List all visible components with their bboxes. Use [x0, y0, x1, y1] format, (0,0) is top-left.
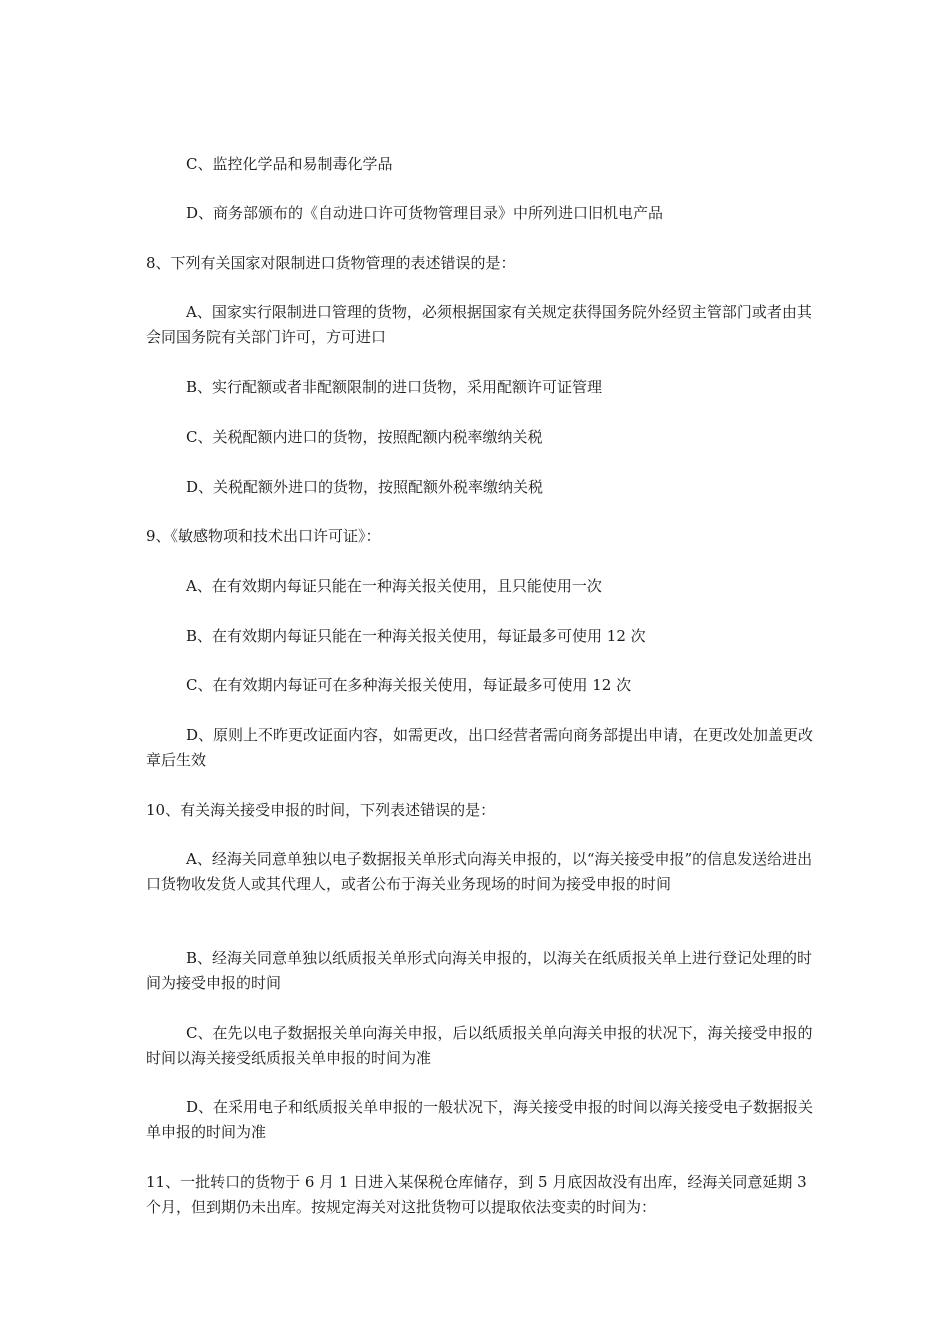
option-9d: D、原则上不昨更改证面内容，如需更改，出口经营者需向商务部提出申请，在更改处加盖更改章后生效 — [146, 726, 814, 769]
option-8d: D、关税配额外进口的货物，按照配额外税率缴纳关税 — [186, 478, 544, 496]
question-9: 9、《敏感物项和技术出口许可证》： — [146, 527, 381, 545]
option-10a: A、经海关同意单独以电子数据报关单形式向海关申报的，以“海关接受申报”的信息发送给进出口货物收发货人或其代理人，或者公布于海关业务现场的时间为接受申报的时间 — [146, 850, 813, 893]
option-8a: A、国家实行限制进口管理的货物，必须根据国家有关规定获得国务院外经贸主管部门或者由其会同国务院有关部门许可，方可进口 — [146, 303, 812, 346]
option-9a: A、在有效期内每证只能在一种海关报关使用，且只能使用一次 — [186, 577, 602, 595]
question-8: 8、下列有关国家对限制进口货物管理的表述错误的是： — [146, 254, 516, 272]
option-7c: C、监控化学品和易制毒化学品 — [186, 155, 393, 173]
option-8b: B、实行配额或者非配额限制的进口货物，采用配额许可证管理 — [186, 378, 603, 396]
question-10: 10、有关海关接受申报的时间，下列表述错误的是： — [146, 801, 496, 819]
option-9b: B、在有效期内每证只能在一种海关报关使用，每证最多可使用 12 次 — [186, 627, 646, 645]
option-10b: B、经海关同意单独以纸质报关单形式向海关申报的，以海关在纸质报关单上进行登记处理的时间为接受申报的时间 — [146, 949, 813, 992]
question-11: 11、一批转口的货物于 6 月 1 日进入某保税仓库储存，到 5 月底因故没有出库，经海关同意延期 3 个月，但到期仍未出库。按规定海关对这批货物可以提取依法变卖的时间为： — [146, 1173, 807, 1216]
option-10c: C、在先以电子数据报关单向海关申报，后以纸质报关单向海关申报的状况下，海关接受申报的时间以海关接受纸质报关单申报的时间为准 — [146, 1024, 813, 1067]
option-10d: D、在采用电子和纸质报关单申报的一般状况下，海关接受申报的时间以海关接受电子数据报关单申报的时间为准 — [146, 1098, 814, 1141]
option-9c: C、在有效期内每证可在多种海关报关使用，每证最多可使用 12 次 — [186, 676, 632, 694]
option-8c: C、关税配额内进口的货物，按照配额内税率缴纳关税 — [186, 428, 543, 446]
option-7d: D、商务部颁布的《自动进口许可货物管理目录》中所列进口旧机电产品 — [186, 204, 664, 222]
